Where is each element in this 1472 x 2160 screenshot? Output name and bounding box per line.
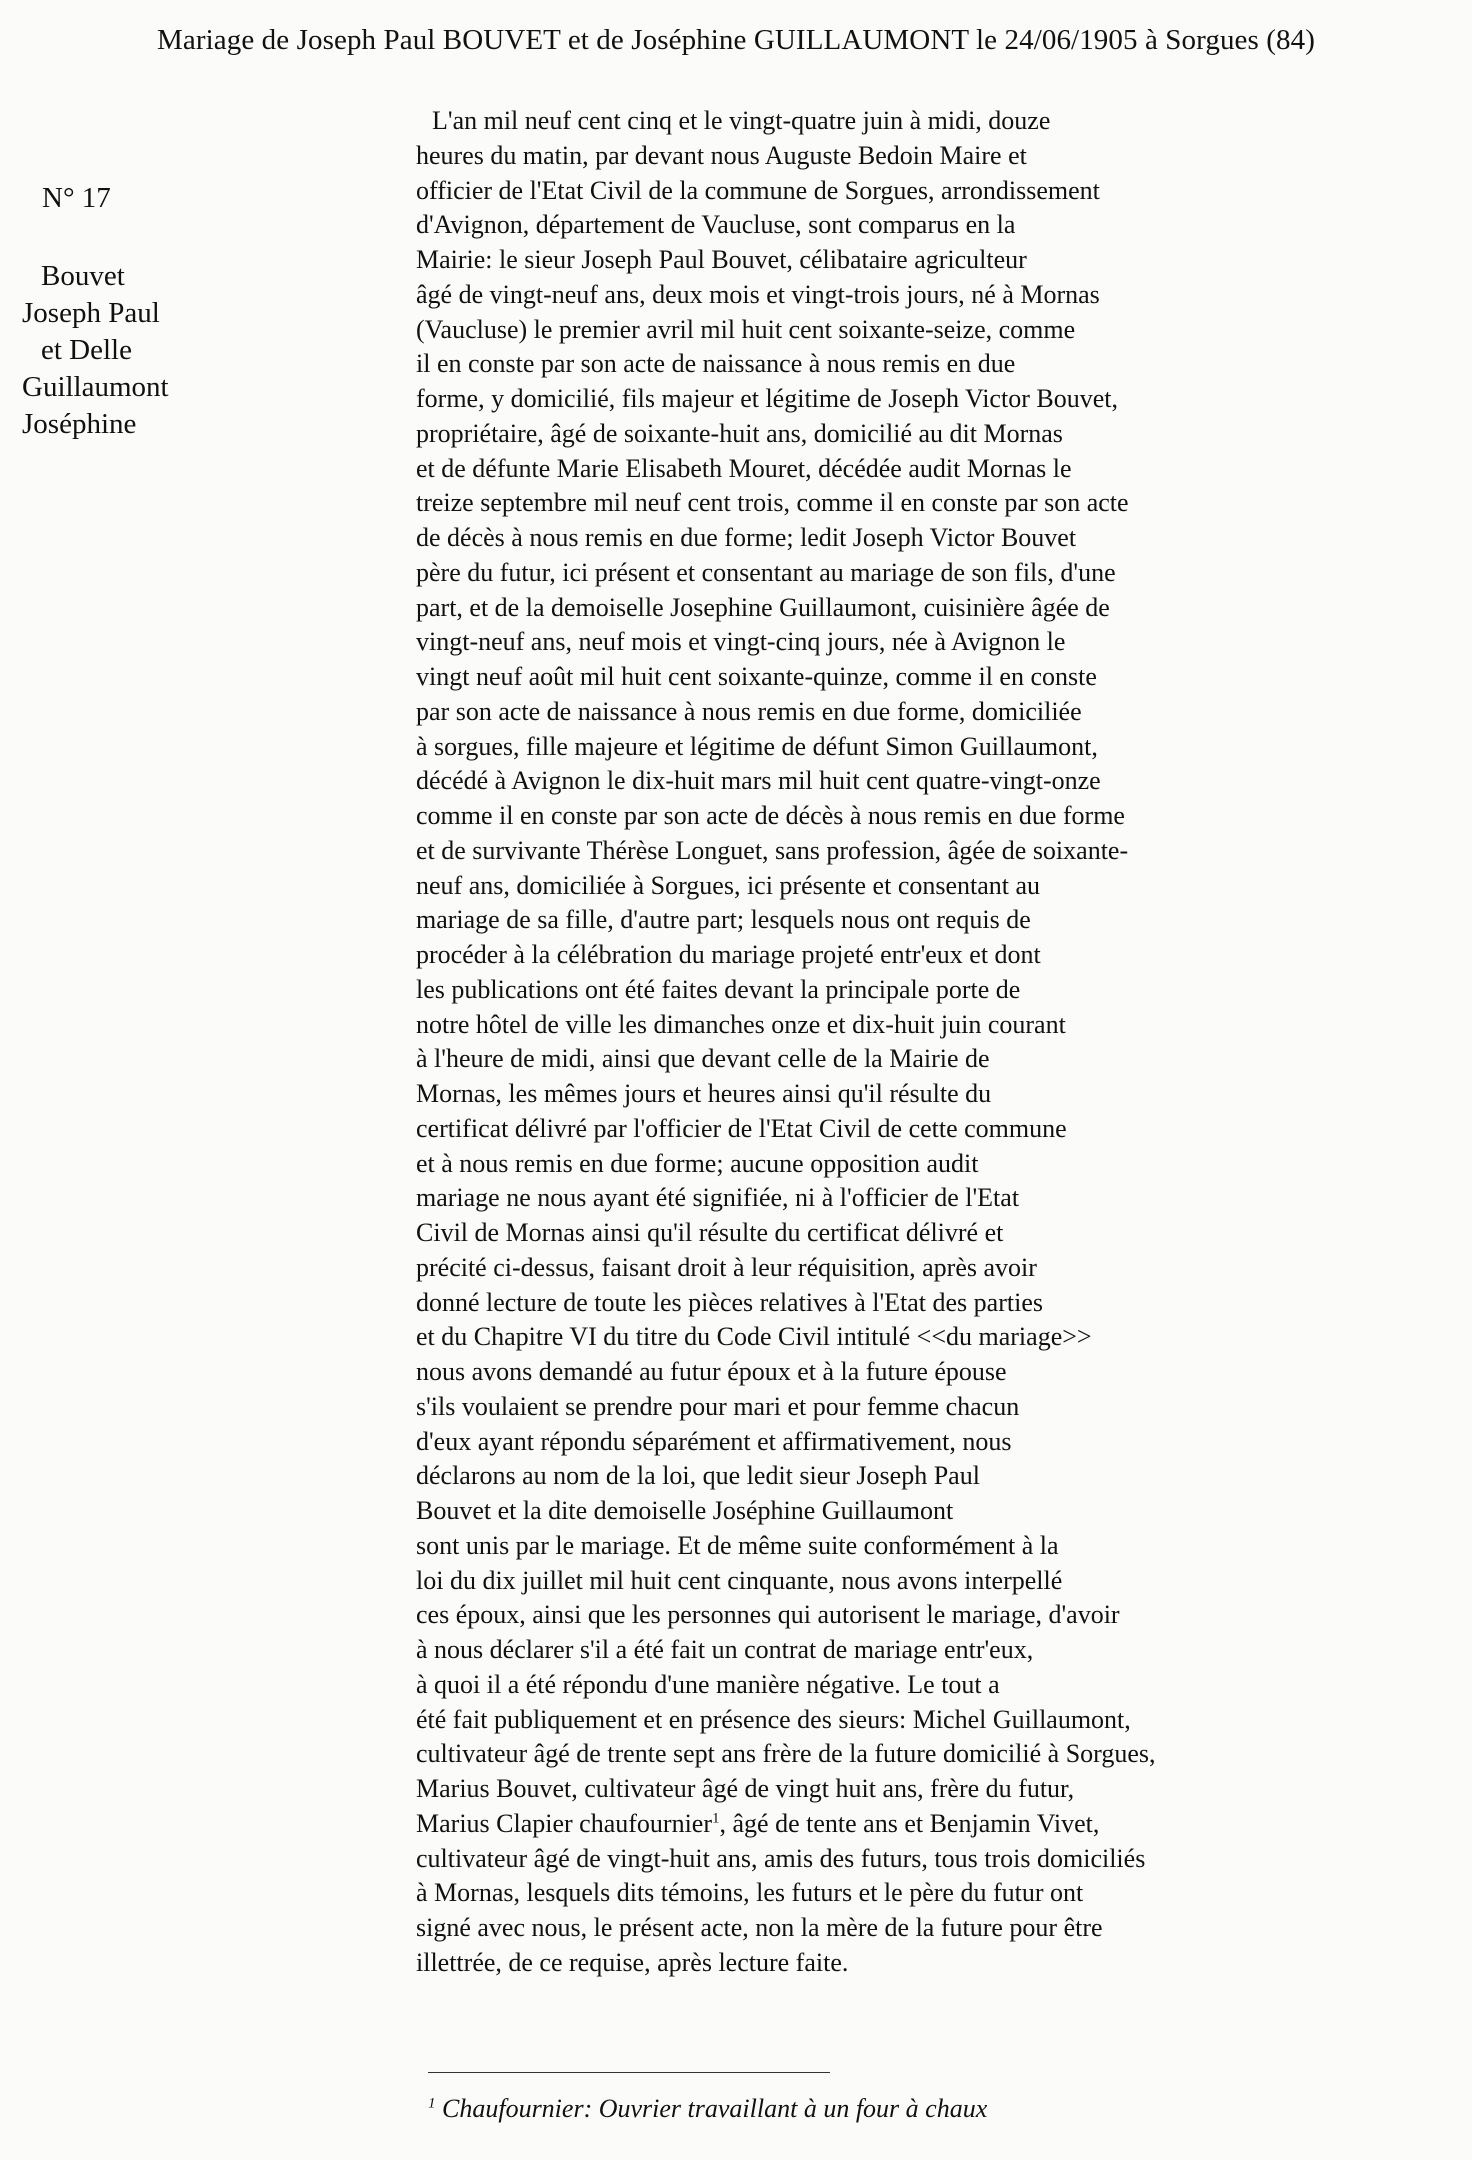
- margin-name-line: Joséphine: [22, 408, 137, 440]
- body-line: L'an mil neuf cent cinq et le vingt-quatre juin à midi, douze: [432, 106, 1051, 135]
- body-line: et à nous remis en due forme; aucune opposition audit: [416, 1148, 979, 1178]
- body-line: procéder à la célébration du mariage projeté entr'eux et dont: [416, 940, 1041, 969]
- body-line: Civil de Mornas ainsi qu'il résulte du certificat délivré et: [416, 1218, 1004, 1247]
- body-line: de décès à nous remis en due forme; ledit Joseph Victor Bouvet: [416, 523, 1077, 552]
- margin-name-line: et Delle: [41, 334, 132, 366]
- witness-age-text: , âgé de tente ans et Benjamin Vivet,: [719, 1808, 1100, 1838]
- body-line: à sorgues, fille majeure et légitime de défunt Simon Guillaumont,: [416, 731, 1098, 761]
- margin-name-line: Bouvet: [41, 260, 125, 292]
- body-line: vingt neuf août mil huit cent soixante-quinze, comme il en conste: [416, 662, 1097, 691]
- footnote-separator: [428, 2072, 830, 2073]
- footnote-reference[interactable]: 1: [712, 1810, 720, 1827]
- body-line: à nous déclarer s'il a été fait un contrat de mariage entr'eux,: [416, 1635, 1034, 1664]
- body-line: s'ils voulaient se prendre pour mari et pour femme chacun: [416, 1391, 1020, 1421]
- footnote: [428, 2094, 987, 2124]
- body-line: à Mornas, lesquels dits témoins, les futurs et le père du futur ont: [416, 1878, 1084, 1908]
- body-line: et de survivante Thérèse Longuet, sans profession, âgée de soixante-: [416, 835, 1129, 865]
- body-line: certificat délivré par l'officier de l'Etat Civil de cette commune: [416, 1113, 1067, 1143]
- body-line: comme il en conste par son acte de décès à nous remis en due forme: [416, 801, 1125, 830]
- body-line: treize septembre mil neuf cent trois, comme il en conste par son acte: [416, 488, 1129, 518]
- body-line: les publications ont été faites devant la principale porte de: [416, 974, 1021, 1004]
- witness-name-text: Marius Clapier chaufournier: [416, 1808, 713, 1838]
- body-line: à quoi il a été répondu d'une manière négative. Le tout a: [416, 1669, 1000, 1699]
- body-line: sont unis par le mariage. Et de même suite conformément à la: [416, 1530, 1059, 1560]
- body-line: été fait publiquement et en présence des sieurs: Michel Guillaumont,: [416, 1704, 1131, 1734]
- body-line: mariage de sa fille, d'autre part; lesquels nous ont requis de: [416, 905, 1031, 935]
- footnote-text: Chaufournier: Ouvrier travaillant à un four à chaux: [442, 2094, 988, 2123]
- body-line: vingt-neuf ans, neuf mois et vingt-cinq jours, née à Avignon le: [416, 627, 1066, 657]
- act-number: N° 17: [42, 182, 111, 214]
- body-line: notre hôtel de ville les dimanches onze et dix-huit juin courant: [416, 1009, 1066, 1039]
- body-line: neuf ans, domiciliée à Sorgues, ici présente et consentant au: [416, 870, 1041, 900]
- body-line: Mairie: le sieur Joseph Paul Bouvet, célibataire agriculteur: [416, 245, 1027, 274]
- page-title: Mariage de Joseph Paul BOUVET et de Joséphine GUILLAUMONT le 24/06/1905 à Sorgues (84): [157, 24, 1315, 56]
- body-line: loi du dix juillet mil huit cent cinquante, nous avons interpellé: [416, 1565, 1063, 1595]
- body-line: et de défunte Marie Elisabeth Mouret, décédée audit Mornas le: [416, 453, 1072, 483]
- footnote-marker: 1: [428, 2095, 436, 2112]
- body-line: signé avec nous, le présent acte, non la mère de la future pour être: [416, 1913, 1103, 1942]
- body-line: Marius Bouvet, cultivateur âgé de vingt huit ans, frère du futur,: [416, 1774, 1075, 1803]
- body-line: Bouvet et la dite demoiselle Joséphine Guillaumont: [416, 1496, 954, 1525]
- body-line-with-footnote-ref: [416, 1807, 1316, 1842]
- act-body-text: [416, 104, 1316, 1981]
- body-line: à l'heure de midi, ainsi que devant celle de la Mairie de: [416, 1044, 990, 1074]
- margin-name-line: Joseph Paul: [22, 297, 160, 329]
- margin-names: [22, 258, 202, 443]
- body-line: d'eux ayant répondu séparément et affirmativement, nous: [416, 1426, 1012, 1456]
- body-line: ces époux, ainsi que les personnes qui autorisent le mariage, d'avoir: [416, 1600, 1120, 1630]
- body-line: Mornas, les mêmes jours et heures ainsi qu'il résulte du: [416, 1079, 992, 1108]
- body-line: il en conste par son acte de naissance à nous remis en due: [416, 349, 1016, 379]
- body-line: cultivateur âgé de trente sept ans frère de la future domicilié à Sorgues,: [416, 1739, 1156, 1769]
- body-line: décédé à Avignon le dix-huit mars mil huit cent quatre-vingt-onze: [416, 766, 1101, 796]
- body-line: (Vaucluse) le premier avril mil huit cent soixante-seize, comme: [416, 314, 1076, 344]
- body-line: âgé de vingt-neuf ans, deux mois et vingt-trois jours, né à Mornas: [416, 279, 1100, 309]
- body-line: d'Avignon, département de Vaucluse, sont comparus en la: [416, 210, 1016, 240]
- body-line: cultivateur âgé de vingt-huit ans, amis des futurs, tous trois domiciliés: [416, 1843, 1146, 1873]
- body-line: part, et de la demoiselle Josephine Guillaumont, cuisinière âgée de: [416, 592, 1110, 622]
- body-line: illettrée, de ce requise, après lecture faite.: [416, 1947, 849, 1977]
- body-line: par son acte de naissance à nous remis en due forme, domiciliée: [416, 696, 1082, 726]
- body-line: père du futur, ici présent et consentant au mariage de son fils, d'une: [416, 557, 1116, 587]
- body-line: déclarons au nom de la loi, que ledit sieur Joseph Paul: [416, 1461, 980, 1491]
- body-line: donné lecture de toute les pièces relatives à l'Etat des parties: [416, 1287, 1043, 1317]
- body-line: nous avons demandé au futur époux et à la future épouse: [416, 1357, 1007, 1386]
- body-line: forme, y domicilié, fils majeur et légitime de Joseph Victor Bouvet,: [416, 384, 1118, 413]
- body-line: et du Chapitre VI du titre du Code Civil intitulé <<du mariage>>: [416, 1322, 1092, 1352]
- margin-name-line: Guillaumont: [22, 371, 169, 403]
- body-line: heures du matin, par devant nous Auguste Bedoin Maire et: [416, 140, 1027, 170]
- body-line: précité ci-dessus, faisant droit à leur réquisition, après avoir: [416, 1252, 1037, 1282]
- body-line: mariage ne nous ayant été signifiée, ni à l'officier de l'Etat: [416, 1183, 1020, 1213]
- body-line: propriétaire, âgé de soixante-huit ans, domicilié au dit Mornas: [416, 418, 1063, 448]
- body-line: officier de l'Etat Civil de la commune de Sorgues, arrondissement: [416, 175, 1100, 205]
